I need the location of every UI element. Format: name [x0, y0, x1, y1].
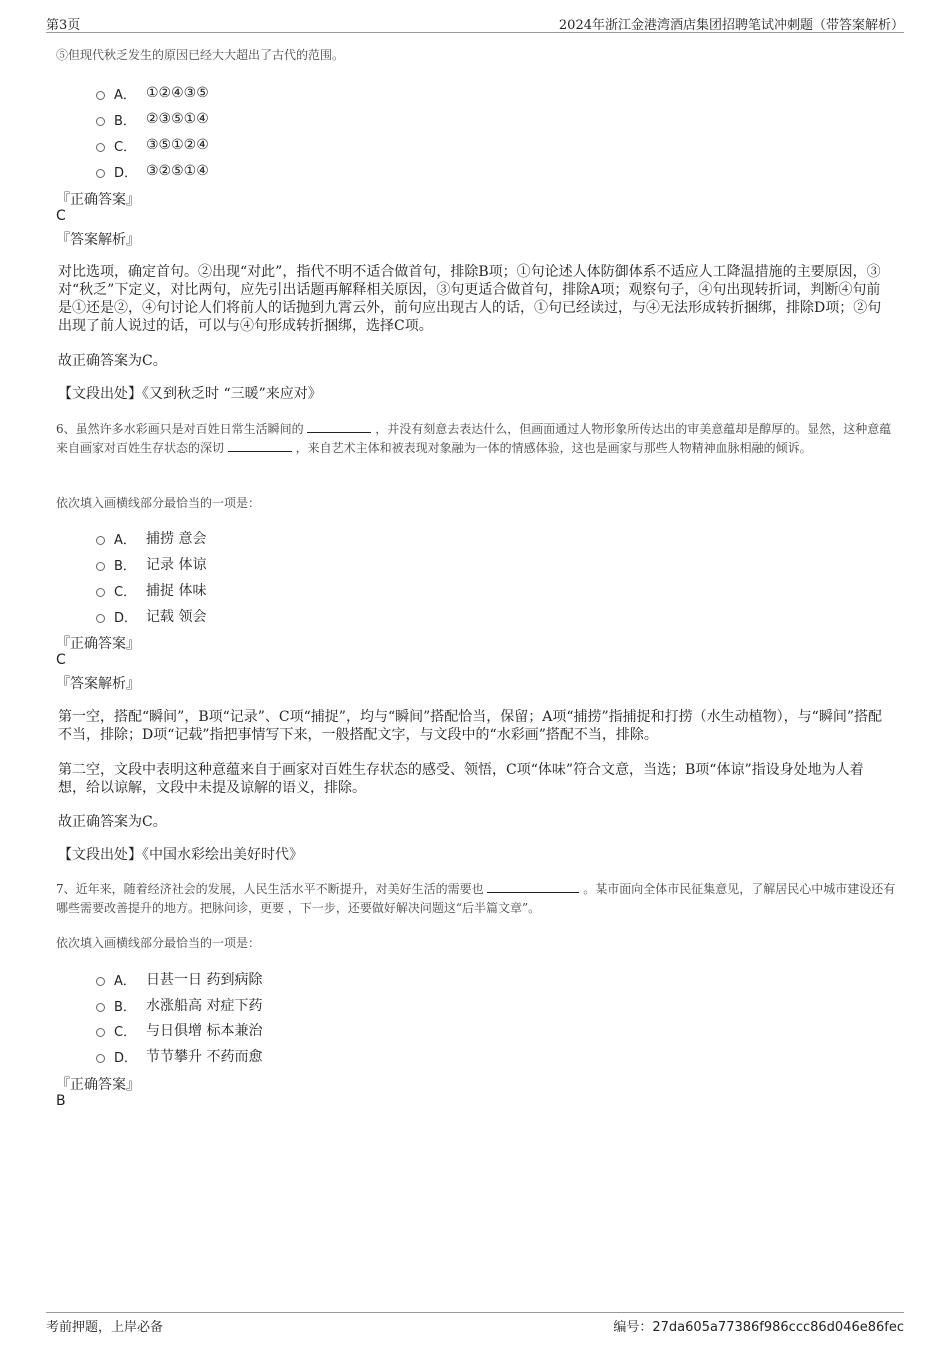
radio-icon[interactable]	[96, 91, 105, 100]
radio-icon[interactable]	[96, 588, 105, 597]
q5-statement-5: ⑤但现代秋乏发生的原因已经大大超出了古代的范围。	[56, 48, 345, 62]
q6-option-d[interactable]: D． 记载 领会	[96, 606, 206, 626]
q6-option-a[interactable]: A． 捕捞 意会	[96, 528, 206, 548]
q5-option-a[interactable]: A． ①②④③⑤	[96, 83, 209, 103]
radio-icon[interactable]	[96, 614, 105, 623]
radio-icon[interactable]	[96, 143, 105, 152]
q6-answer: C	[56, 652, 66, 668]
radio-icon[interactable]	[96, 562, 105, 571]
q6-analysis-label: 『答案解析』	[56, 676, 140, 692]
q7-answer-label: 『正确答案』	[56, 1077, 140, 1093]
q5-answer: C	[56, 208, 66, 224]
footer-code: 编号：27da605a77386f986ccc86d046e86fec	[613, 1320, 904, 1335]
page-number: 第3页	[46, 18, 81, 33]
radio-icon[interactable]	[96, 536, 105, 545]
q7-option-d[interactable]: D． 节节攀升 不药而愈	[96, 1046, 262, 1066]
q7-prompt: 依次填入画横线部分最恰当的一项是：	[56, 936, 261, 950]
q7-answer: B	[56, 1093, 66, 1109]
q5-analysis-label: 『答案解析』	[56, 232, 140, 248]
blank-line	[307, 420, 371, 433]
q7-stem: 7、近年来，随着经济社会的发展，人民生活水平不断提升，对美好生活的需要也 。某市面向全体市民征集意见，了解居民心中城市建设还有哪些需要改善提升的地方。把脉问诊，更要 ，下一步，还要做好解决问题这“后半篇文章”。	[56, 882, 896, 915]
radio-icon[interactable]	[96, 117, 105, 126]
footer-slogan: 考前押题，上岸必备	[46, 1320, 164, 1335]
radio-icon[interactable]	[96, 1028, 105, 1037]
q6-analysis-2: 第二空，文段中表明这种意蕴来自于画家对百姓生存状态的感受、领悟，C项“体味”符合文意，当选；B项“体谅”指设身处地为人着想，给以谅解，文段中未提及谅解的语义，排除。	[58, 762, 864, 796]
radio-icon[interactable]	[96, 1054, 105, 1063]
document-title: 2024年浙江金港湾酒店集团招聘笔试冲刺题（带答案解析）	[558, 18, 904, 33]
q7-option-c[interactable]: C． 与日俱增 标本兼治	[96, 1020, 262, 1040]
q7-option-a[interactable]: A． 日甚一日 药到病除	[96, 969, 262, 989]
q6-answer-label: 『正确答案』	[56, 636, 140, 652]
blank-line	[487, 880, 579, 893]
radio-icon[interactable]	[96, 169, 105, 178]
q5-option-c[interactable]: C． ③⑤①②④	[96, 135, 209, 155]
q6-option-c[interactable]: C． 捕捉 体味	[96, 580, 206, 600]
q6-stem: 6、虽然许多水彩画只是对百姓日常生活瞬间的 ，并没有刻意去表达什么，但画面通过人物形象所传达出的审美意蕴却是醇厚的。显然，这种意蕴来自画家对百姓生存状态的深切 ，来自艺术主体和被表现对象融为一体的情感体验，这也是画家与那些人物精神血脉相融的倾诉。	[56, 422, 892, 455]
q6-option-b[interactable]: B． 记录 体谅	[96, 554, 206, 574]
radio-icon[interactable]	[96, 1003, 105, 1012]
q7-option-b[interactable]: B． 水涨船高 对症下药	[96, 995, 262, 1015]
page-footer	[46, 1312, 904, 1337]
blank-line	[228, 439, 292, 452]
radio-icon[interactable]	[96, 977, 105, 986]
q5-option-b[interactable]: B． ②③⑤①④	[96, 109, 209, 129]
q6-source: 【文段出处】《中国水彩绘出美好时代》	[58, 847, 303, 863]
q5-option-d[interactable]: D． ③②⑤①④	[96, 161, 209, 181]
q5-analysis: 对比选项，确定首句。②出现“对此”，指代不明不适合做首句，排除B项；①句论述人体防御体系不适应人工降温措施的主要原因，③对“秋乏”下定义，对比两句，应先引出话题再解释相关原因，③句更适合做首句，排除A项；观察句子，④句出现转折词，判断④句前是①还是②，④句讨论人们将前人的话抛到九霄云外，前句应出现古人的话，①句已经读过，与④无法形成转折捆绑，排除D项；②句出现了前人说过的话，可以与④句形成转折捆绑，选择C项。	[58, 264, 882, 334]
q5-answer-label: 『正确答案』	[56, 192, 140, 208]
q5-conclusion: 故正确答案为C。	[58, 353, 167, 369]
q6-analysis-1: 第一空，搭配“瞬间”，B项“记录”、C项“捕捉”，均与“瞬间”搭配恰当，保留；A项“捕捞”指捕捉和打捞（水生动植物），与“瞬间”搭配不当，排除；D项“记载”指把事情写下来，一般搭配文字，与文段中的“水彩画”搭配不当，排除。	[58, 709, 882, 743]
q5-source: 【文段出处】《又到秋乏时 “三暖”来应对》	[58, 386, 322, 402]
q6-prompt: 依次填入画横线部分最恰当的一项是：	[56, 496, 261, 510]
q6-conclusion: 故正确答案为C。	[58, 814, 167, 830]
page-header	[46, 12, 904, 33]
